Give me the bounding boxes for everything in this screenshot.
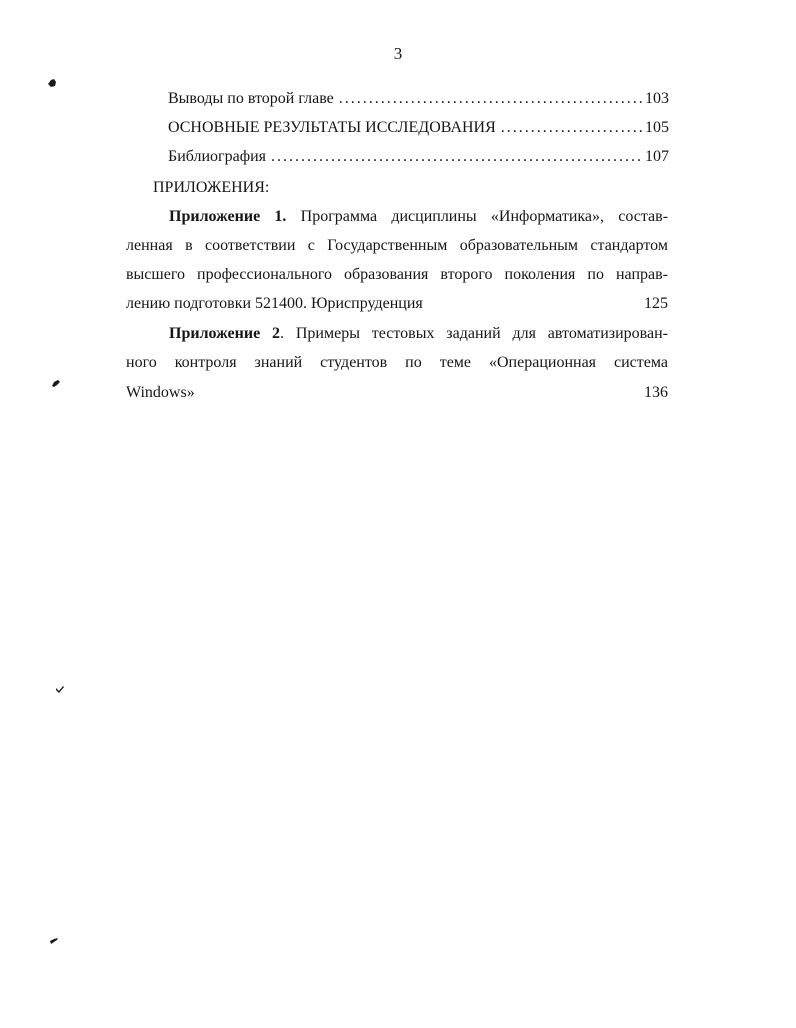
scan-mark	[47, 78, 57, 88]
toc-entry-page: 105	[645, 119, 669, 136]
scan-mark	[49, 936, 59, 946]
toc-entry-bibliography	[168, 146, 669, 168]
toc-entry-title: Библиография	[168, 148, 266, 165]
dot-leader	[501, 117, 643, 139]
appendix1-text-1: Программа дисциплины «Информатика», состав-	[300, 208, 669, 225]
appendix2-text-3: Windows»	[126, 384, 195, 401]
appendices-heading: ПРИЛОЖЕНИЯ:	[153, 179, 270, 196]
appendix1-line1	[169, 206, 668, 228]
toc-entry-page: 107	[645, 148, 669, 165]
toc-entry-title: ОСНОВНЫЕ РЕЗУЛЬТАТЫ ИССЛЕДОВАНИЯ	[168, 119, 496, 136]
appendix1-line4	[126, 293, 668, 315]
toc-entry-title: Выводы по второй главе	[168, 90, 334, 107]
appendix2-page: 136	[644, 384, 668, 401]
scan-mark	[51, 379, 61, 389]
appendix1-page: 125	[644, 295, 668, 312]
appendix2-line2: ного контроля знаний студентов по теме «Операционная система	[126, 354, 668, 371]
appendix2-text-1: . Примеры тестовых заданий для автоматизирован-	[280, 325, 669, 342]
toc-entry-main-results	[168, 117, 669, 139]
scan-mark	[55, 684, 65, 694]
appendix1-text-4: лению подготовки 521400. Юриспруденция	[126, 295, 423, 312]
appendix2-line3	[126, 382, 668, 404]
page-number: 3	[393, 44, 403, 63]
dot-leader	[339, 88, 643, 110]
appendix1-label: Приложение 1.	[169, 208, 287, 225]
appendix2-label: Приложение 2	[169, 325, 281, 342]
appendix1-line3: высшего профессионального образования второго поколения по направ-	[126, 266, 668, 283]
toc-entry-page: 103	[645, 90, 669, 107]
dot-leader	[271, 146, 643, 168]
appendix1-line2: ленная в соответствии с Государственным образовательным стандартом	[126, 237, 668, 254]
toc-entry-conclusions	[168, 88, 669, 110]
appendix2-line1	[169, 323, 668, 345]
